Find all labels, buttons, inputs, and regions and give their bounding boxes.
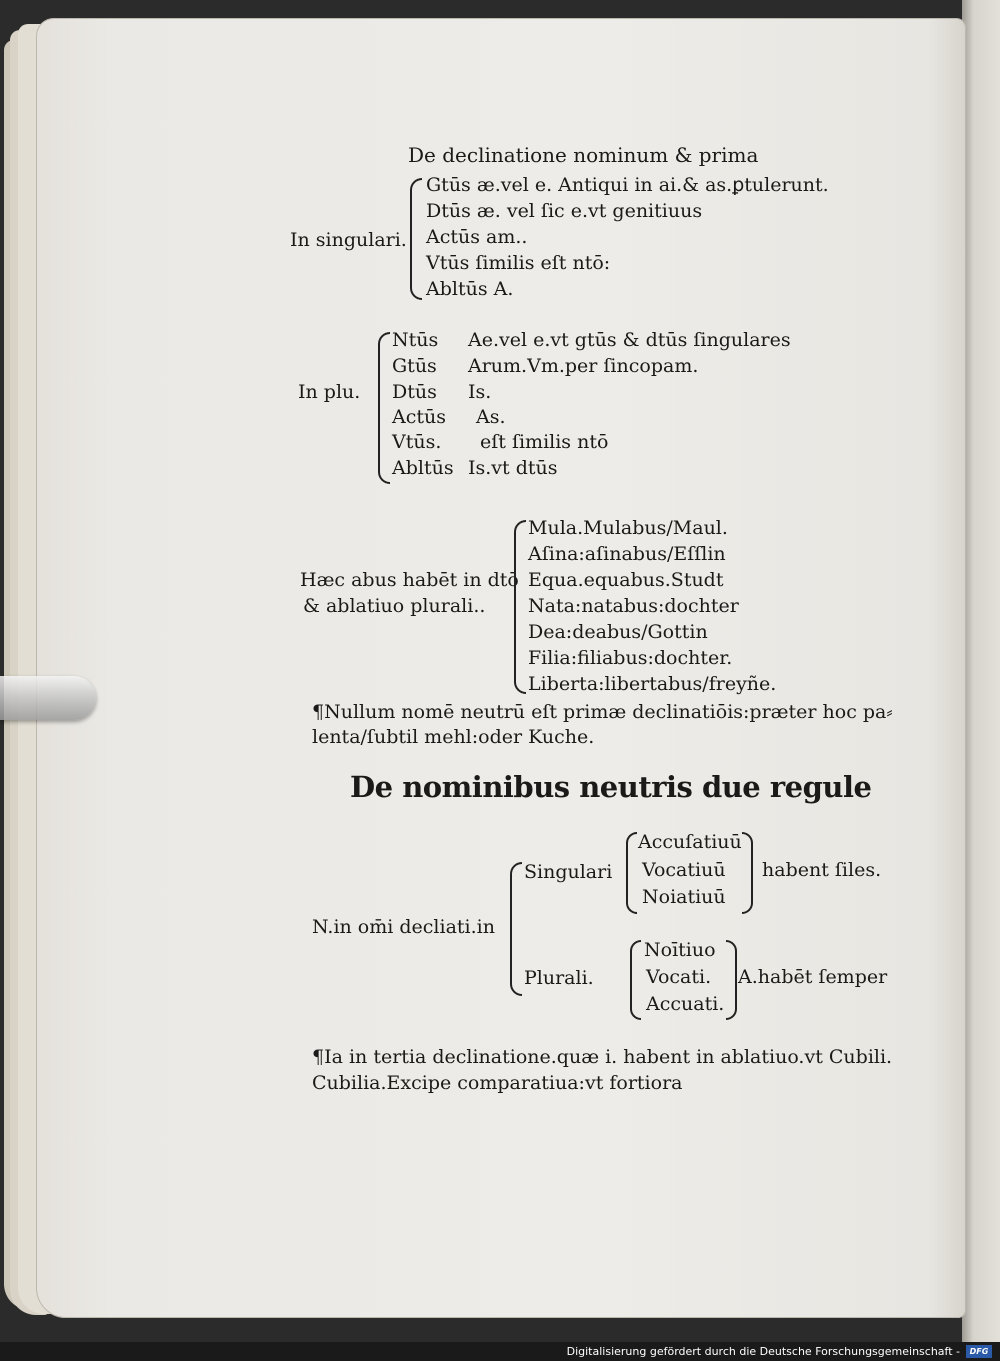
plural-case: Dtūs <box>392 381 437 403</box>
section-title: De declinatione nominum & prima <box>408 143 759 167</box>
plural-ending: Is.vt dtūs <box>468 457 558 479</box>
plural-case: Ntūs <box>392 329 439 351</box>
plural-ending: eſt ſimilis ntō <box>480 431 609 453</box>
abus-label: Hæc abus habēt in dtō <box>300 569 519 591</box>
plurali-case: Noītiuo <box>644 939 716 961</box>
plural-ending: Is. <box>468 381 492 403</box>
facing-page-edge <box>962 0 1000 1342</box>
closing-line: Cubilia.Excipe comparatiua:vt fortiora <box>312 1072 683 1094</box>
plural-case: Actūs <box>392 406 446 428</box>
plurali-rule: A.habēt ſemper <box>738 966 888 988</box>
abus-item: Mula.Mulabus/Maul. <box>528 517 728 539</box>
neutral-root-brace <box>510 862 522 996</box>
abus-label: & ablatiuo plurali.. <box>303 595 486 617</box>
note-line: lenta/ſubtil mehl:oder Kuche. <box>312 726 595 748</box>
abus-item: Equa.equabus.Studt <box>528 569 724 591</box>
abus-item: Nata:natabus:dochter <box>528 595 739 617</box>
singular-line: Actūs am.. <box>426 226 528 248</box>
singular-line: Gtūs æ.vel e. Antiqui in ai.& as.ꝑtulerunt. <box>426 174 829 196</box>
singulari-rule: habent ſiles. <box>762 859 882 881</box>
abus-item: Dea:deabus/Gottin <box>528 621 708 643</box>
singulari-label: Singulari <box>524 861 613 883</box>
page-clip <box>0 676 96 720</box>
plural-ending: Arum.Vm.per ſincopam. <box>468 355 699 377</box>
section-heading: De nominibus neutris due regule <box>350 770 872 804</box>
dfg-logo: DFG <box>966 1345 992 1358</box>
plurali-close-brace <box>726 940 737 1020</box>
neutral-root-label: N.in om̄i decliati.in <box>312 916 495 938</box>
singulari-close-brace <box>742 832 753 914</box>
footer-bar <box>0 1342 1000 1361</box>
abus-item: Filia:filiabus:dochter. <box>528 647 733 669</box>
abus-brace <box>514 520 526 694</box>
plurali-label: Plurali. <box>524 967 594 989</box>
singular-line: Vtūs ſimilis eſt ntō: <box>426 252 611 274</box>
singular-label: In singulari. <box>290 229 407 251</box>
plurali-case: Accuati. <box>646 993 725 1015</box>
plural-case: Vtūs. <box>392 431 442 453</box>
singulari-brace <box>626 832 637 914</box>
singulari-case: Accuſatiuū <box>638 831 742 853</box>
plural-ending: Ae.vel e.vt gtūs & dtūs ſingulares <box>468 329 791 351</box>
singular-line: Abltūs A. <box>426 278 514 300</box>
singulari-case: Noiatiuū <box>642 886 726 908</box>
plural-case: Gtūs <box>392 355 437 377</box>
plural-label: In plu. <box>298 381 361 403</box>
abus-item: Liberta:libertabus/freyñe. <box>528 673 777 695</box>
footer-credit: Digitalisierung gefördert durch die Deutsche Forschungsgemeinschaft - <box>566 1345 960 1358</box>
plural-case: Abltūs <box>392 457 454 479</box>
plural-brace <box>378 332 390 484</box>
plurali-brace <box>630 940 641 1020</box>
singulari-case: Vocatiuū <box>642 859 726 881</box>
singular-line: Dtūs æ. vel ſic e.vt genitiuus <box>426 200 703 222</box>
plural-ending: As. <box>476 406 506 428</box>
note-line: ¶Nullum nomē neutrū eſt primæ declinatiōis:præter hoc pa⸗ <box>312 701 893 723</box>
singular-brace <box>410 178 422 300</box>
closing-line: ¶Ia in tertia declinatione.quæ i. habent in ablatiuo.vt Cubili. <box>312 1046 893 1068</box>
plurali-case: Vocati. <box>646 966 712 988</box>
abus-item: Aſina:aſinabus/Eſſlin <box>528 543 726 565</box>
